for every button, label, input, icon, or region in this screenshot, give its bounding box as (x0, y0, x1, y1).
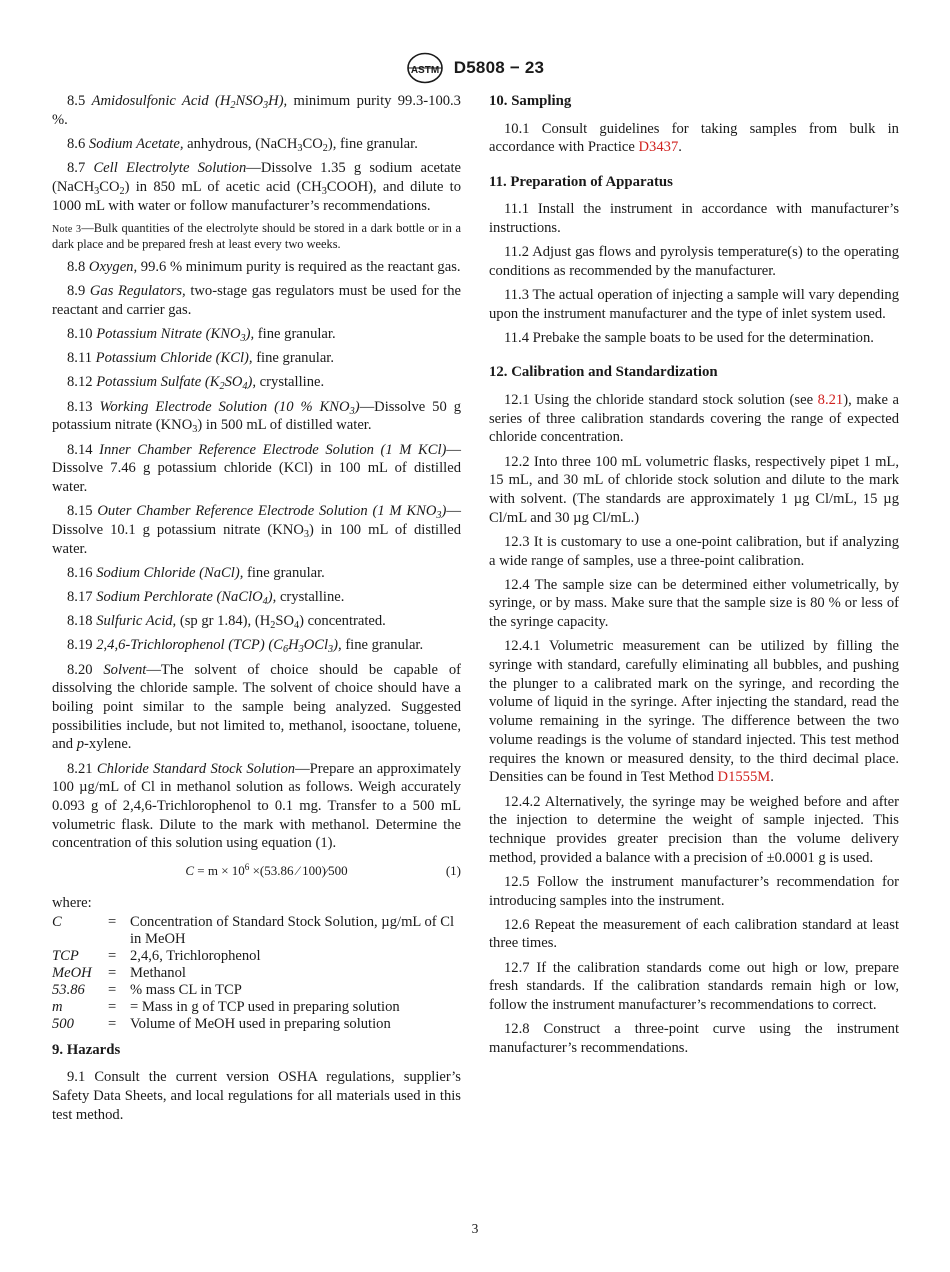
para-8-5: 8.5 Amidosulfonic Acid $(H_2NSO_3H)$, minimum purity 99.3-100.3 %. (52, 93, 461, 128)
para-12-4-1: 12.4.1 Volumetric measurement can be utilized by filling the syringe with standard, carefully eliminating all bubbles, and pushing the plunger to a calibrated mark on the syringe, and recording the volume of liquid in the syringe. After injecting the standard, read the volume remaining in the syringe. The difference between the two volume readings is the volume of standard injected. This test method requires the known or measured density, to the third decimal place. Densities can be found in Test Method D1555M. (489, 638, 900, 786)
para-8-9: 8.9 Gas Regulators, two-stage gas regulators must be used for the reactant and carrier gas. (52, 283, 462, 318)
para-8-10: 8.10 Potassium Nitrate $(KNO_3)$, fine granular. (67, 326, 336, 345)
para-8-7: 8.7 Cell Electrolyte Solution—Dissolve 1.35 g sodium acetate $(NaCH_3CO_2)$ in 850 mL of acetic acid $(CH_3COOH)$, and dilute to 1000 mL with water or follow manufacturer’s recommendations. (52, 160, 461, 214)
section-10-heading: 10. Sampling (489, 93, 572, 109)
para-11-3: 11.3 The actual operation of injecting a sample will vary depending upon the instrument manufacturer and the type of inlet system used. (489, 287, 899, 322)
para-12-5: 12.5 Follow the instrument manufacturer’s recommendation for introducing samples into the instrument. (489, 873, 899, 909)
para-8-15: 8.15 Outer Chamber Reference Electrode Solution (1 M $KNO_3)—Dissolve$ 10.1 g potassium nitrate $(KNO_3)$ in 100 mL of distilled water. (52, 503, 461, 557)
para-12-1: 12.1 Using the chloride standard stock solution (see 8.21), make a series of three calibration standards covering the range of expected chloride concentration. (489, 391, 899, 446)
definition-row: 500 = Volume of MeOH used in preparing solution (52, 1015, 391, 1032)
page-header (0, 52, 950, 84)
ref-link-d1555m[interactable]: D1555M (717, 769, 771, 786)
note-3: Note 3—Bulk quantities of the electrolyte should be stored in a dark bottle or in a dark place and be prepared fresh at least every two weeks. (52, 220, 461, 252)
definition-row: 53.86 = % mass CL in TCP (52, 981, 242, 998)
para-12-8: 12.8 Construct a three-point curve using the instrument manufacturer’s recommendations. (489, 1021, 899, 1056)
para-12-7: 12.7 If the calibration standards come out high or low, prepare fresh standards. If the calibration standards remain high or low, follow the instrument manufacturer’s recommendations to correct. (489, 959, 899, 1014)
section-11-heading: 11. Preparation of Apparatus (489, 173, 673, 190)
ref-link-8-21[interactable]: 8.21 (817, 391, 844, 408)
astm-logo-icon (406, 52, 444, 84)
para-8-20: 8.20 Solvent—The solvent of choice should be capable of dissolving the chloride sample. The solvent of choice should have a boiling point similar to the sample being analyzed. Suggested possibilities include, but not limited to, methanol, isooctane, toluene, and p-xylene. (52, 661, 461, 753)
right-column (489, 92, 899, 1063)
definition-row: m = = Mass in g of TCP used in preparing solution (52, 998, 400, 1015)
equation-number: (1) (445, 863, 461, 879)
section-9-heading: 9. Hazards (52, 1041, 121, 1058)
para-8-6: 8.6 Sodium Acetate, anhydrous, $(NaCH_3CO_2)$, fine granular. (67, 135, 418, 154)
para-8-16: 8.16 Sodium Chloride (NaCl), fine granular. (67, 564, 325, 581)
para-12-6: 12.6 Repeat the measurement of each calibration standard at least three times. (489, 916, 899, 952)
para-9-1: 9.1 Consult the current version OSHA regulations, supplier’s Safety Data Sheets, and local regulations for all materials used in this test method. (52, 1069, 461, 1123)
ref-link-d3437[interactable]: D3437 (638, 139, 679, 156)
document-id: D5808 − 23 (453, 58, 545, 77)
definition-row: TCP = 2,4,6, Trichlorophenol (52, 947, 261, 964)
para-12-2: 12.2 Into three 100 mL volumetric flasks, respectively pipet 1 mL, 15 mL, and 30 mL of chloride stock solution and dilute to the mark with solvent. (The standards are approximately 1 µg Cl/mL, 15 µg Cl/mL and 30 µg Cl/mL.) (489, 453, 900, 526)
para-10-1: 10.1 Consult guidelines for taking samples from bulk in accordance with Practice D3437. (489, 120, 899, 156)
para-8-11: 8.11 Potassium Chloride (KCl), fine granular. (67, 350, 334, 367)
para-8-19: 8.19 2,4,6-Trichlorophenol (TCP) $(C_6H_3OCl_3)$, fine granular. (67, 637, 424, 656)
equation-1 (52, 862, 461, 881)
definition-row: MeOH = Methanol (52, 964, 186, 981)
para-11-2: 11.2 Adjust gas flows and pyrolysis temperature(s) to the operating conditions as recommended by the manufacturer. (489, 244, 900, 279)
where-definitions (52, 914, 461, 1033)
definition-row: C = Concentration of Standard Stock Solution, µg/mL of Cl in MeOH (52, 913, 455, 947)
para-12-4: 12.4 The sample size can be determined either volumetrically, by syringe, or by mass. Make sure that the sample size is 80 % or less of the syringe capacity. (489, 576, 899, 631)
para-11-1: 11.1 Install the instrument in accordance with manufacturer’s instructions. (489, 201, 899, 237)
para-8-14: 8.14 Inner Chamber Reference Electrode Solution (1 M KCl)—Dissolve 7.46 g potassium chloride (KCl) in 100 mL of distilled water. (52, 441, 461, 495)
para-8-12: 8.12 Potassium Sulfate $(K_2SO_4)$, crystalline. (67, 374, 325, 393)
para-12-4-2: 12.4.2 Alternatively, the syringe may be weighed before and after the injection to determine the weight of sample injected. This technique provides greater precision than the volume delivery method, provided a balance with a precision of ±0.0001 g is used. (489, 793, 899, 866)
section-12-heading: 12. Calibration and Standardization (489, 364, 718, 381)
left-column (52, 92, 461, 1130)
para-11-4: 11.4 Prebake the sample boats to be used for the determination. (504, 330, 874, 347)
logo-text: ASTM (410, 65, 439, 76)
para-8-18: 8.18 Sulfuric Acid, (sp gr 1.84), $(H_2SO_4)$ concentrated. (67, 613, 386, 632)
para-8-8: 8.8 Oxygen, 99.6 % minimum purity is required as the reactant gas. (67, 258, 461, 275)
para-8-21: 8.21 Chloride Standard Stock Solution—Prepare an approximately 100 µg/mL of Cl in methanol solution as follows. Weigh accurately 0.093 g of 2,4,6-Trichlorophenol to 0.1 mg. Transfer to a 500 mL volumetric flask. Dilute to the mark with methanol. Determine the concentration of this solution using equation (1). (52, 760, 462, 852)
where-label: where: (52, 894, 92, 911)
para-8-17: 8.17 Sodium Perchlorate (NaClO$_4$), crystalline. (67, 588, 345, 607)
para-8-13: 8.13 Working Electrode Solution (10 % $KNO_3)—Dissolve$ 50 g potassium nitrate $(KNO_3)$ in 500 mL of distilled water. (52, 398, 462, 436)
equation-formula: $C = m \times 10^6 \times(53.86$ ⁄ 100)⁄500 (185, 862, 348, 879)
para-12-3: 12.3 It is customary to use a one-point calibration, but if analyzing a wide range of samples, use a three-point calibration. (489, 533, 899, 569)
page-number: 3 (471, 1221, 479, 1236)
